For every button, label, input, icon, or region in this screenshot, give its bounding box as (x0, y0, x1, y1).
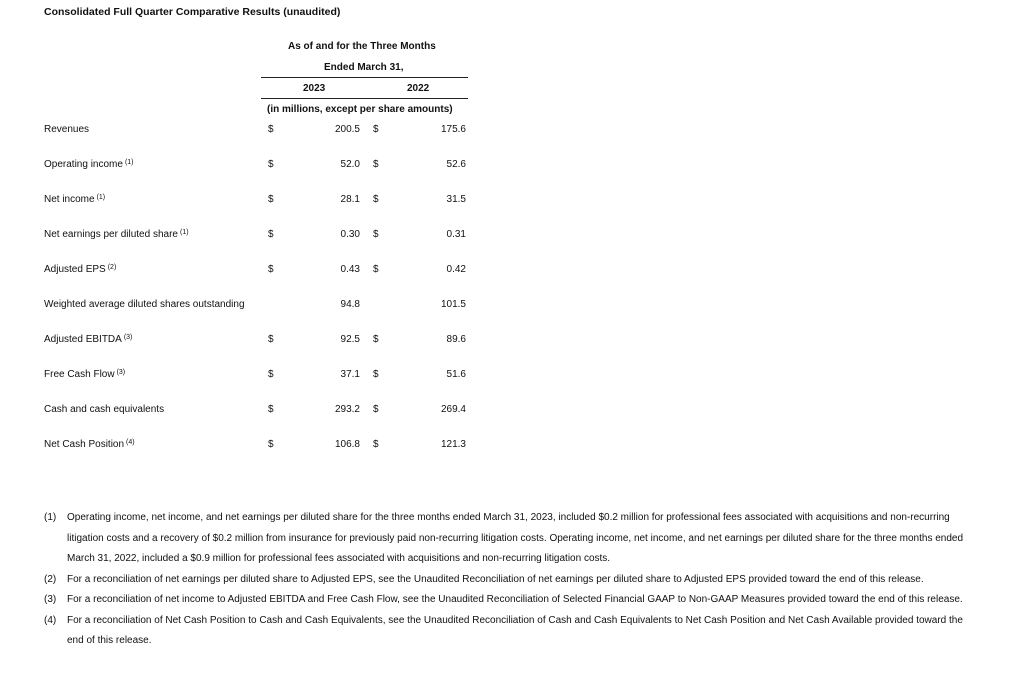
value-2022: 269.4 (440, 404, 466, 415)
row-label: Free Cash Flow $^{(3)}$ (44, 369, 126, 380)
header-rule-bottom (261, 98, 468, 99)
footnote-number: (4) (44, 614, 57, 626)
dollar-2022: $ (373, 334, 379, 345)
row-label: Operating income $^{(1)}$ (44, 159, 134, 170)
dollar-2022: $ (373, 369, 379, 380)
dollar-2023: $ (268, 369, 274, 380)
value-2023: 52.0 (340, 159, 360, 170)
dollar-2022: $ (373, 124, 379, 135)
period-header-line1: As of and for the Three Months (288, 41, 436, 52)
value-2023: 94.8 (340, 299, 360, 310)
footnote (44, 508, 964, 570)
value-2022: 0.42 (446, 264, 466, 275)
units-header: (in millions, except per share amounts) (267, 104, 453, 115)
value-2023: 28.1 (340, 194, 360, 205)
row-label: Net earnings per diluted share $^{(1)}$ (44, 229, 189, 240)
footnote-number: (1) (44, 512, 57, 523)
value-2023: 200.5 (334, 124, 360, 135)
footnote-text: Operating income, net income, and net earnings per diluted share for the three months ended March 31, 2023, included $0.2 million for professional fees associated with acquisitions and non-recurring litigation costs and a recovery of $0.2 million from insurance for previously paid non-recurring litigation costs. Operating income, net income, and net earnings per diluted share for the three months ended March 31, 2022, included a $0.9 million for professional fees associated with acquisitions and non-recurring litigation costs. (67, 512, 964, 564)
value-2022: 0.31 (446, 229, 466, 240)
footnote-number: (3) (44, 594, 57, 605)
footnote (44, 590, 964, 611)
page-title: Consolidated Full Quarter Comparative Results (unaudited) (44, 6, 341, 18)
dollar-2022: $ (373, 159, 379, 170)
footnote (44, 611, 964, 652)
value-2023: 0.43 (340, 264, 360, 275)
dollar-2023: $ (268, 124, 274, 135)
dollar-2023: $ (268, 334, 274, 345)
footnote-text: For a reconciliation of net income to Adjusted EBITDA and Free Cash Flow, see the Unaudited Reconciliation of Selected Financial GAAP to Non-GAAP Measures provided toward the end of this release. (67, 594, 963, 605)
dollar-2023: $ (268, 404, 274, 415)
value-2023: 0.30 (340, 229, 360, 240)
row-label: Revenues (44, 124, 90, 135)
value-2022: 89.6 (446, 334, 466, 345)
value-2022: 101.5 (440, 299, 466, 310)
table-row (0, 439, 1024, 453)
table-row (0, 334, 1024, 348)
row-label: Weighted average diluted shares outstanding (44, 299, 245, 310)
row-label: Net income $^{(1)}$ (44, 194, 106, 205)
dollar-2023: $ (268, 194, 274, 205)
row-label: Adjusted EPS $^{(2)}$ (44, 264, 117, 275)
value-2023: 37.1 (340, 369, 360, 380)
value-2023: 293.2 (334, 404, 360, 415)
table-row (0, 404, 1024, 418)
dollar-2023: $ (268, 439, 274, 450)
footnote-text: For a reconciliation of Net Cash Position to Cash and Cash Equivalents, see the Unaudited Reconciliation of Cash and Cash Equivalents to Net Cash Position and Net Cash Available provided toward the end of this release. (67, 614, 963, 646)
footnote (44, 570, 964, 591)
table-row (0, 264, 1024, 278)
table-row (0, 299, 1024, 313)
footnote-text: For a reconciliation of net earnings per diluted share to Adjusted EPS, see the Unaudited Reconciliation of net earnings per diluted share to Adjusted EPS provided toward the end of this release. (67, 573, 924, 585)
header-rule-top (261, 77, 468, 78)
dollar-2023: $ (268, 264, 274, 275)
dollar-2023: $ (268, 229, 274, 240)
table-row (0, 369, 1024, 383)
dollar-2022: $ (373, 194, 379, 205)
period-header-line2: Ended March 31, (324, 62, 404, 73)
table-row (0, 229, 1024, 243)
table-row (0, 124, 1024, 138)
footnote-number: (2) (44, 573, 57, 585)
value-2023: 92.5 (340, 334, 360, 345)
dollar-2023: $ (268, 159, 274, 170)
value-2023: 106.8 (334, 439, 360, 450)
table-row (0, 159, 1024, 173)
dollar-2022: $ (373, 264, 379, 275)
year-2023-header: 2023 (303, 83, 326, 94)
value-2022: 121.3 (440, 439, 466, 450)
value-2022: 31.5 (446, 194, 466, 205)
table-row (0, 194, 1024, 208)
value-2022: 51.6 (446, 369, 466, 380)
value-2022: 175.6 (440, 124, 466, 135)
year-2022-header: 2022 (407, 83, 430, 94)
footnotes (44, 508, 964, 652)
dollar-2022: $ (373, 229, 379, 240)
value-2022: 52.6 (446, 159, 466, 170)
dollar-2022: $ (373, 439, 379, 450)
row-label: Net Cash Position $^{(4)}$ (44, 439, 135, 450)
row-label: Adjusted EBITDA $^{(3)}$ (44, 334, 133, 345)
dollar-2022: $ (373, 404, 379, 415)
row-label: Cash and cash equivalents (44, 404, 165, 415)
